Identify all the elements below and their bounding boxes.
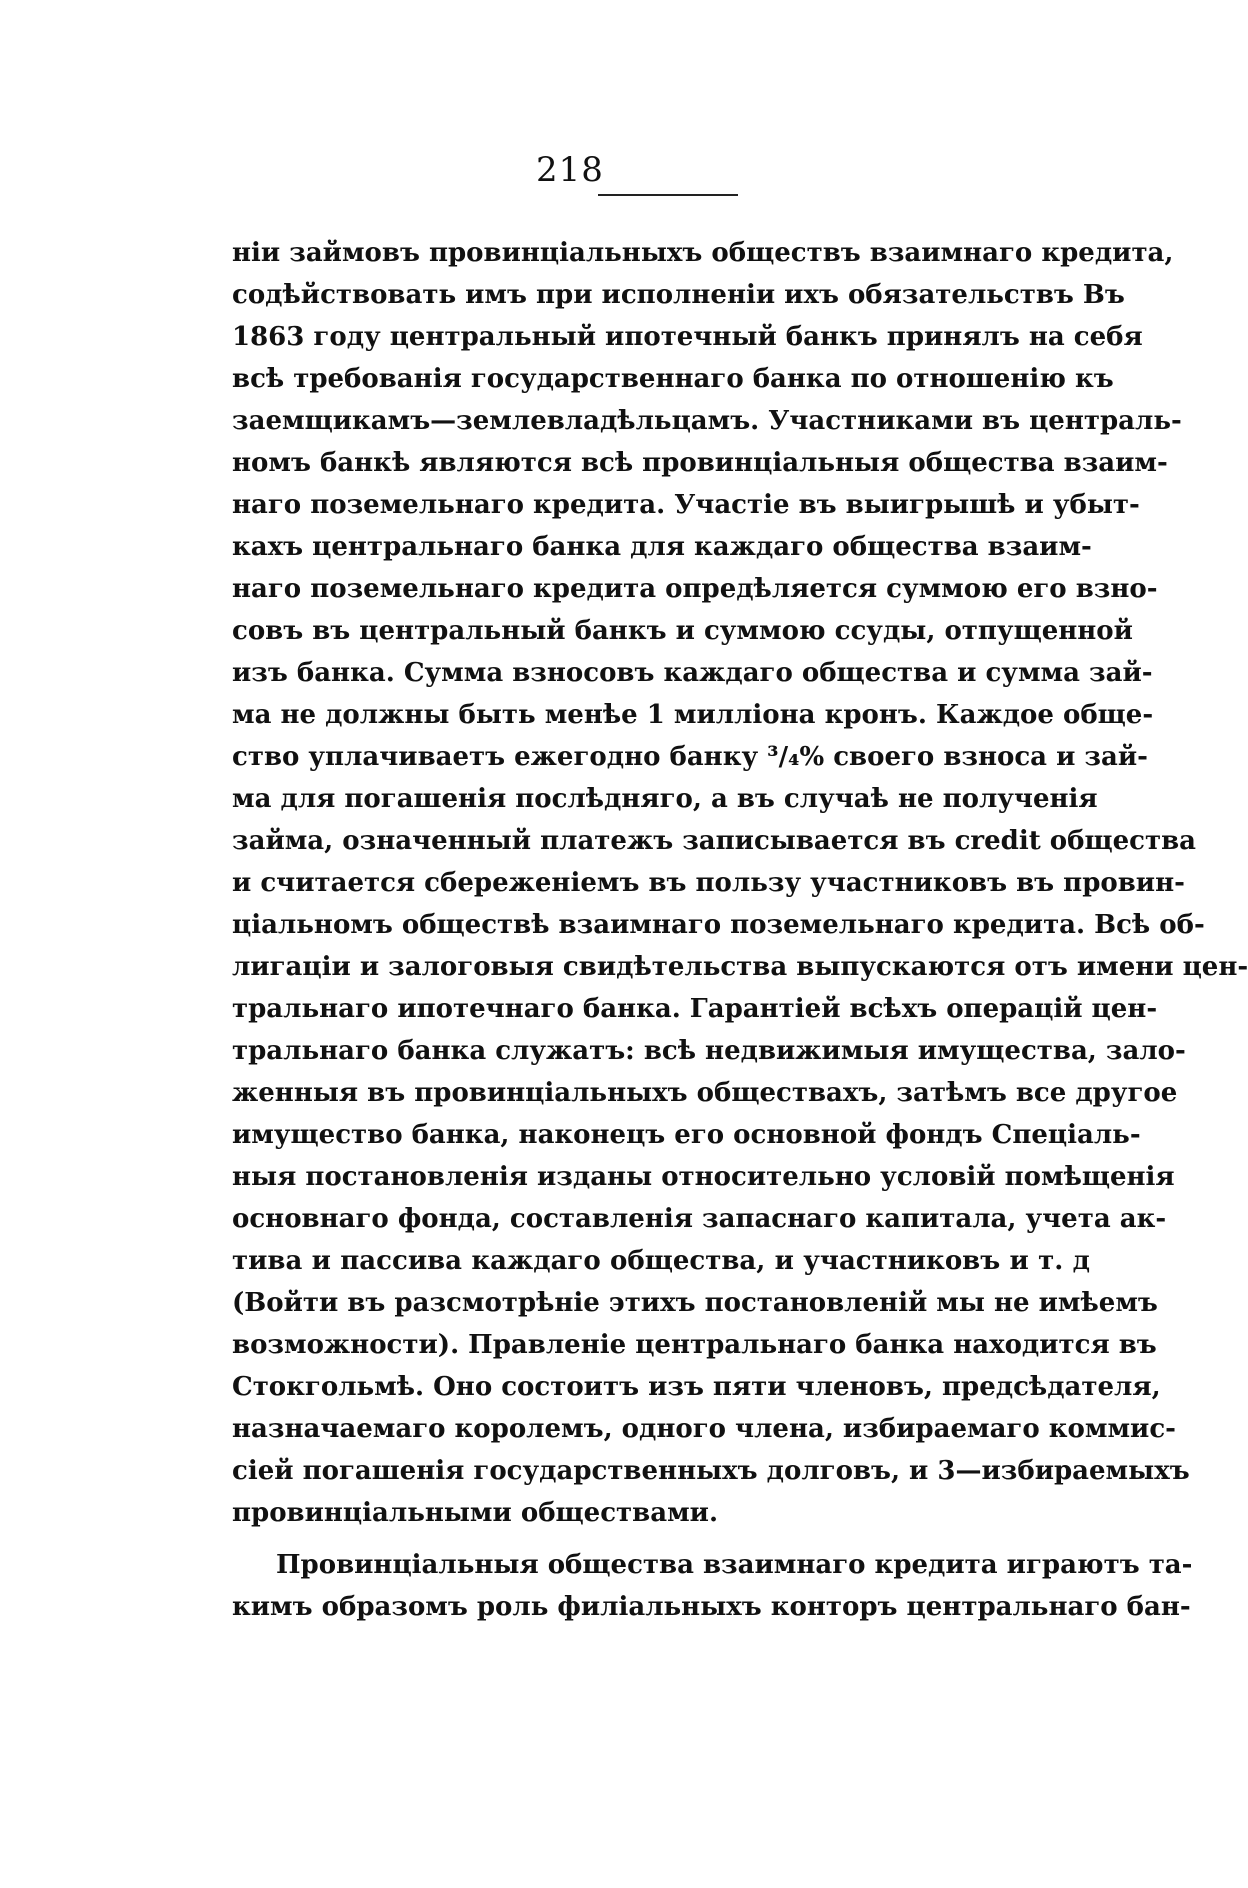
text-line: займа, означенный платежъ записывается въ credit общества (232, 826, 1196, 856)
text-line: кимъ образомъ роль филіальныхъ конторъ центральнаго бан- (232, 1592, 1191, 1622)
text-line: тива и пассива каждаго общества, и участниковъ и т. д (232, 1246, 1090, 1276)
page-number-rule (598, 194, 738, 196)
text-line: наго поземельнаго кредита опредѣляется суммою его взно- (232, 574, 1158, 604)
text-line: всѣ требованія государственнаго банка по отношенію къ (232, 364, 1114, 394)
text-line: тральнаго банка служатъ: всѣ недвижимыя имущества, зало- (232, 1036, 1186, 1066)
text-line: провинціальными обществами. (232, 1498, 718, 1528)
text-line: имущество банка, наконецъ его основной фондъ Спеціаль- (232, 1120, 1141, 1150)
text-line: кахъ центральнаго банка для каждаго общества взаим- (232, 532, 1092, 562)
text-line: тральнаго ипотечнаго банка. Гарантіей всѣхъ операцій цен- (232, 994, 1158, 1024)
text-line: лигаціи и залоговыя свидѣтельства выпускаются отъ имени цен- (232, 952, 1248, 982)
text-line: ніи займовъ провинціальныхъ обществъ взаимнаго кредита, (232, 238, 1174, 268)
text-line: ма для погашенія послѣдняго, а въ случаѣ не полученія (232, 784, 1098, 814)
text-line: ма не должны быть менѣе 1 милліона кронъ. Каждое обще- (232, 700, 1154, 730)
text-line: содѣйствовать имъ при исполненіи ихъ обязательствъ Въ (232, 280, 1125, 310)
paragraph-1 (232, 232, 1248, 1534)
text-line: Стокгольмѣ. Оно состоитъ изъ пяти членовъ, предсѣдателя, (232, 1372, 1161, 1402)
text-line: назначаемаго королемъ, одного члена, избираемаго коммис- (232, 1414, 1176, 1444)
text-line: ство уплачиваетъ ежегодно банку ³/₄% своего взноса и зай- (232, 742, 1148, 772)
text-line: ціальномъ обществѣ взаимнаго поземельнаго кредита. Всѣ об- (232, 910, 1205, 940)
text-line: ныя постановленія изданы относительно условій помѣщенія (232, 1162, 1175, 1192)
text-line: возможности). Правленіе центральнаго банка находится въ (232, 1330, 1157, 1360)
text-line: сіей погашенія государственныхъ долговъ, и 3—избираемыхъ (232, 1456, 1190, 1486)
text-line: 1863 году центральный ипотечный банкъ принялъ на себя (232, 322, 1143, 352)
body-text (232, 232, 1248, 1628)
paragraph-gap (232, 1534, 1090, 1544)
text-line: совъ въ центральный банкъ и суммою ссуды, отпущенной (232, 616, 1133, 646)
text-line: наго поземельнаго кредита. Участіе въ выигрышѣ и убыт- (232, 490, 1140, 520)
text-line: номъ банкѣ являются всѣ провинціальныя общества взаим- (232, 448, 1168, 478)
text-line: и считается сбереженіемъ въ пользу участниковъ въ провин- (232, 868, 1185, 898)
text-line: (Войти въ разсмотрѣніе этихъ постановленій мы не имѣемъ (232, 1288, 1158, 1318)
text-line: изъ банка. Сумма взносовъ каждаго общества и сумма зай- (232, 658, 1153, 688)
text-line: женныя въ провинціальныхъ обществахъ, затѣмъ все другое (232, 1078, 1178, 1108)
text-line: заемщикамъ—землевладѣльцамъ. Участниками въ централь- (232, 406, 1182, 436)
text-line: Провинціальныя общества взаимнаго кредита играютъ та- (276, 1550, 1193, 1580)
page-number: 218 (536, 150, 604, 190)
paragraph-2 (232, 1544, 1193, 1628)
text-line: основнаго фонда, составленія запаснаго капитала, учета ак- (232, 1204, 1167, 1234)
